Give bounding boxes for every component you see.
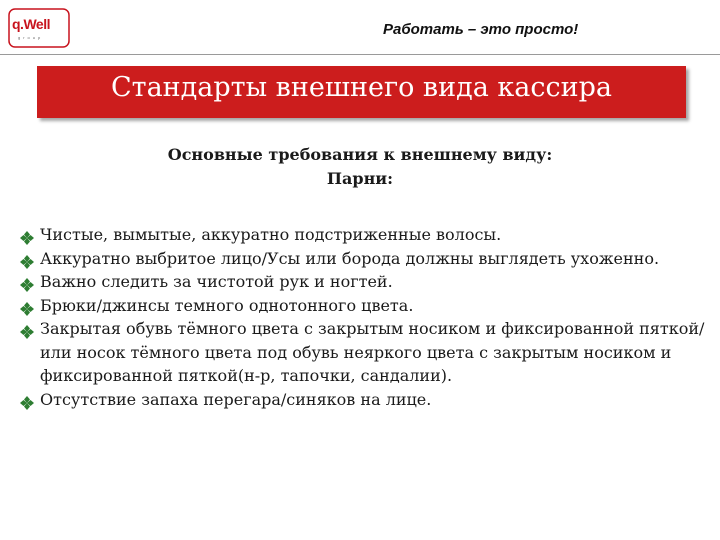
page-title: Стандарты внешнего вида кассира bbox=[110, 72, 613, 103]
slogan: Работать – это просто! bbox=[383, 21, 579, 38]
qwell-logo-icon bbox=[8, 8, 70, 48]
list-item bbox=[20, 247, 710, 271]
list-item-text: Отсутствие запаха перегара/синяков на лице. bbox=[40, 389, 432, 409]
requirements-list bbox=[20, 223, 710, 411]
subtitle-requirements: Основные требования к внешнему виду: bbox=[167, 145, 553, 164]
list-item bbox=[20, 294, 710, 318]
list-item bbox=[20, 317, 710, 388]
list-item bbox=[20, 223, 710, 247]
list-item-text: Закрытая обувь тёмного цвета с закрытым носиком и фиксированной пяткой/или носок тёмного цвета под обувь неяркого цвета с закрытым носиком и фиксированной пяткой(н-р, тапочки, сандалии). bbox=[40, 319, 705, 385]
diamond-bullet-icon bbox=[20, 322, 34, 336]
list-item-text: Брюки/джинсы темного однотонного цвета. bbox=[40, 295, 414, 315]
diamond-bullet-icon bbox=[20, 275, 34, 289]
logo-subtext: group bbox=[18, 35, 44, 40]
list-item-text: Аккуратно выбритое лицо/Усы или борода должны выглядеть ухоженно. bbox=[40, 248, 660, 268]
list-item-text: Чистые, вымытые, аккуратно подстриженные волосы. bbox=[40, 225, 502, 244]
list-item bbox=[20, 388, 710, 412]
diamond-bullet-icon bbox=[20, 299, 34, 313]
logo-text: q.Well bbox=[12, 16, 50, 32]
header-divider bbox=[0, 54, 720, 55]
diamond-bullet-icon bbox=[20, 393, 34, 407]
diamond-bullet-icon bbox=[20, 252, 34, 266]
diamond-bullet-icon bbox=[20, 228, 34, 242]
list-item bbox=[20, 270, 710, 294]
subtitle-audience: Парни: bbox=[326, 169, 394, 188]
list-item-text: Важно следить за чистотой рук и ногтей. bbox=[40, 272, 393, 291]
title-banner bbox=[37, 66, 686, 118]
